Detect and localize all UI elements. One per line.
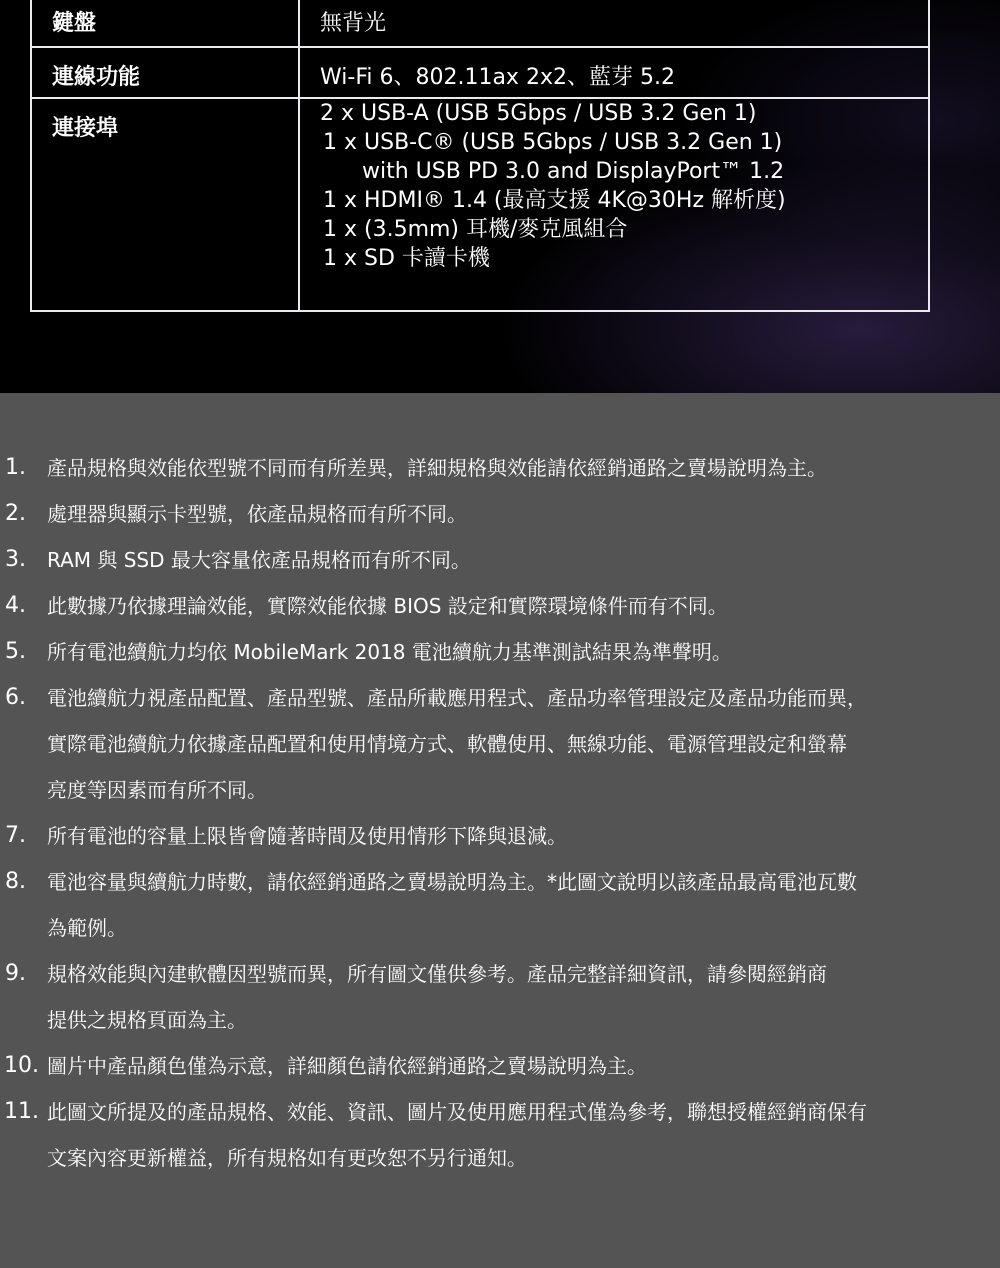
disclaimer-text-line: 電池續航力視產品配置、產品型號、產品所載應用程式、產品功率管理設定及產品功能而異，: [47, 686, 867, 710]
disclaimer-text-line: 此數據乃依據理論效能，實際效能依據 BIOS 設定和實際環境條件而有不同。: [47, 594, 728, 618]
spec-key: 鍵盤: [52, 11, 97, 36]
port-line: 2 x USB-A (USB 5Gbps / USB 3.2 Gen 1): [320, 101, 757, 126]
disclaimer-item: [0, 951, 1000, 1043]
disclaimer-number: 3.: [5, 547, 26, 572]
disclaimer-text-line: 所有電池的容量上限皆會隨著時間及使用情形下降與退減。: [47, 824, 567, 848]
port-line: 1 x SD 卡讀卡機: [323, 246, 490, 271]
disclaimer-text-line: 所有電池續航力均依 MobileMark 2018 電池續航力基準測試結果為準聲明。: [47, 640, 732, 664]
disclaimer-number: 6.: [5, 685, 26, 710]
disclaimer-section: [0, 393, 1000, 1268]
disclaimer-text-line: 規格效能與內建軟體因型號而異，所有圖文僅供參考。產品完整詳細資訊，請參閱經銷商: [47, 962, 827, 986]
disclaimer-item: [0, 445, 1000, 491]
disclaimer-number: 7.: [5, 823, 26, 848]
disclaimer-item: [0, 675, 1000, 813]
port-line: 1 x HDMI® 1.4 (最高支援 4K@30Hz 解析度): [323, 188, 786, 213]
disclaimer-item: [0, 491, 1000, 537]
disclaimer-item: [0, 1089, 1000, 1181]
spec-value: 無背光: [320, 11, 387, 36]
disclaimer-item: [0, 537, 1000, 583]
disclaimer-number: 9.: [5, 961, 26, 986]
disclaimer-text-line: 為範例。: [47, 916, 127, 940]
spec-row-connectivity: [31, 47, 929, 98]
spec-value: Wi-Fi 6、802.11ax 2x2、藍芽 5.2: [320, 65, 675, 90]
disclaimer-text-line: 電池容量與續航力時數，請依經銷通路之賣場說明為主。*此圖文說明以該產品最高電池瓦數: [47, 870, 857, 894]
disclaimer-text-line: 此圖文所提及的產品規格、效能、資訊、圖片及使用應用程式僅為參考，聯想授權經銷商保有: [47, 1100, 867, 1124]
disclaimer-number: 11.: [4, 1099, 39, 1124]
disclaimer-number: 5.: [5, 639, 26, 664]
disclaimer-item: [0, 859, 1000, 951]
disclaimer-text-line: 提供之規格頁面為主。: [47, 1008, 247, 1032]
disclaimer-number: 4.: [5, 593, 26, 618]
disclaimer-text-line: 實際電池續航力依據產品配置和使用情境方式、軟體使用、無線功能、電源管理設定和螢幕: [47, 732, 847, 756]
disclaimer-text-line: 圖片中產品顏色僅為示意，詳細顏色請依經銷通路之賣場說明為主。: [47, 1054, 647, 1078]
disclaimer-item: [0, 813, 1000, 859]
disclaimer-item: [0, 1043, 1000, 1089]
disclaimer-text-line: 亮度等因素而有所不同。: [47, 778, 267, 802]
disclaimer-list: [0, 445, 1000, 1181]
disclaimer-number: 10.: [4, 1053, 39, 1078]
disclaimer-number: 8.: [5, 869, 26, 894]
disclaimer-item: [0, 583, 1000, 629]
ports-list: [299, 98, 929, 311]
port-line: 1 x USB-C® (USB 5Gbps / USB 3.2 Gen 1): [323, 130, 783, 155]
disclaimer-text-line: RAM 與 SSD 最大容量依產品規格而有所不同。: [47, 548, 471, 572]
disclaimer-number: 2.: [5, 501, 26, 526]
port-line: 1 x (3.5mm) 耳機/麥克風組合: [323, 217, 628, 242]
spec-row-ports: [31, 98, 929, 311]
spec-section: [0, 0, 1000, 393]
spec-key: 連線功能: [52, 65, 141, 90]
disclaimer-text-line: 處理器與顯示卡型號，依產品規格而有所不同。: [47, 502, 467, 526]
port-line: with USB PD 3.0 and DisplayPort™ 1.2: [362, 159, 785, 184]
disclaimer-number: 1.: [5, 455, 26, 480]
spec-table: [30, 0, 930, 312]
spec-key: 連接埠: [52, 116, 119, 141]
disclaimer-text-line: 產品規格與效能依型號不同而有所差異，詳細規格與效能請依經銷通路之賣場說明為主。: [47, 456, 827, 480]
spec-row-keyboard: [31, 0, 929, 47]
disclaimer-text-line: 文案內容更新權益，所有規格如有更改恕不另行通知。: [47, 1146, 527, 1170]
disclaimer-item: [0, 629, 1000, 675]
